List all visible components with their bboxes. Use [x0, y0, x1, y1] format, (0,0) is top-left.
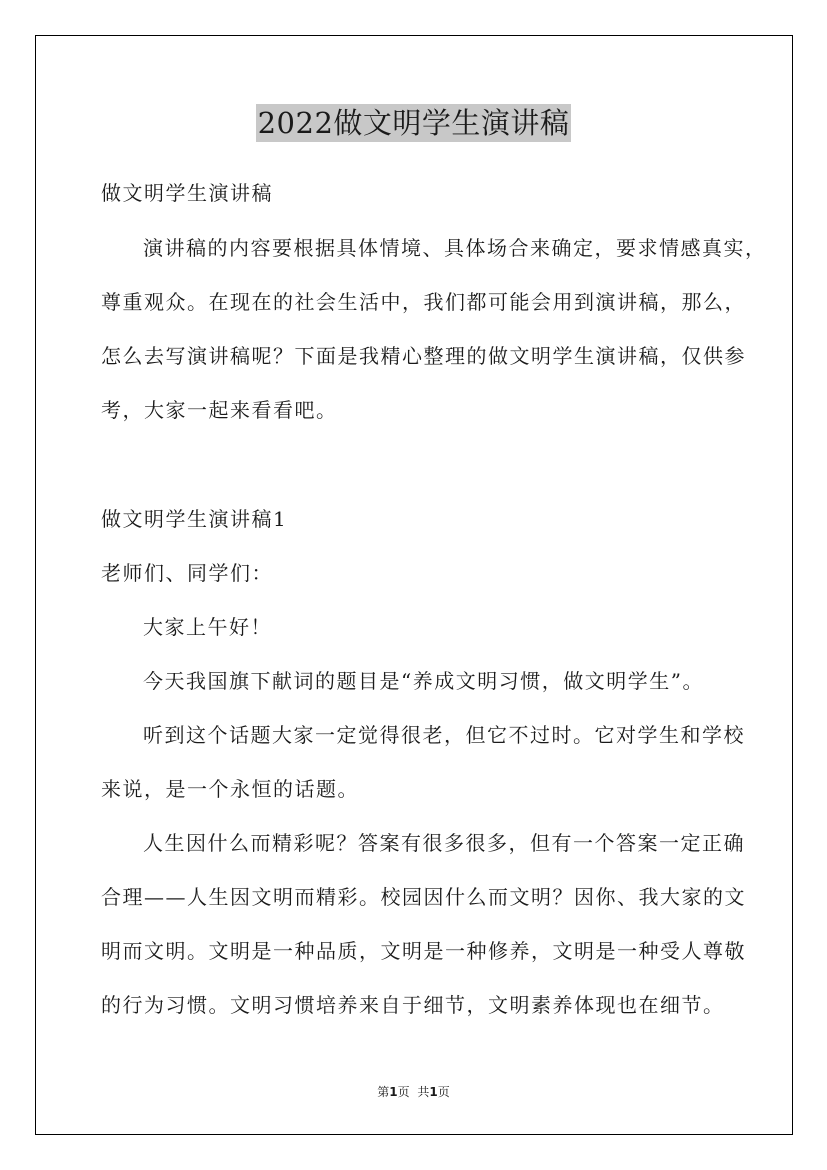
paragraph-line: 演讲稿的内容要根据具体情境、具体场合来确定，要求情感真实， — [143, 236, 767, 260]
paragraph-line: 听到这个话题大家一定觉得很老，但它不过时。它对学生和学校 — [143, 723, 745, 747]
footer-total-prefix: 共 — [417, 1085, 430, 1099]
section-heading-intro: 做文明学生演讲稿 — [101, 181, 273, 205]
footer-total-suffix: 页 — [437, 1085, 450, 1099]
paragraph-line: 人生因什么而精彩呢？答案有很多很多，但有一个答案一定正确 — [143, 831, 745, 855]
paragraph-line: 明而文明。文明是一种品质，文明是一种修养，文明是一种受人尊敬 — [101, 939, 746, 963]
greeting: 大家上午好！ — [143, 615, 272, 639]
footer-page-suffix: 页 — [397, 1085, 410, 1099]
paragraph-line: 合理——人生因文明而精彩。校园因什么而文明？因你、我大家的文 — [101, 885, 746, 909]
page-footer — [0, 1084, 827, 1100]
document-title: 2022做文明学生演讲稿 — [257, 106, 570, 140]
paragraph-line: 的行为习惯。文明习惯培养来自于细节，文明素养体现也在细节。 — [101, 993, 725, 1017]
paragraph-line: 尊重观众。在现在的社会生活中，我们都可能会用到演讲稿，那么， — [101, 290, 746, 314]
paragraph-line: 今天我国旗下献词的题目是“养成文明习惯，做文明学生”。 — [143, 669, 704, 693]
footer-page-number: 1 — [389, 1085, 398, 1099]
footer-page-prefix: 第 — [377, 1085, 390, 1099]
footer-total-pages: 1 — [429, 1085, 438, 1099]
title-container — [0, 104, 827, 142]
paragraph-line: 怎么去写演讲稿呢？下面是我精心整理的做文明学生演讲稿，仅供参 — [101, 344, 746, 368]
paragraph-line: 考，大家一起来看看吧。 — [101, 398, 338, 422]
salutation: 老师们、同学们： — [101, 561, 273, 585]
section-heading-speech-1: 做文明学生演讲稿1 — [101, 507, 288, 531]
paragraph-line: 来说，是一个永恒的话题。 — [101, 777, 359, 801]
